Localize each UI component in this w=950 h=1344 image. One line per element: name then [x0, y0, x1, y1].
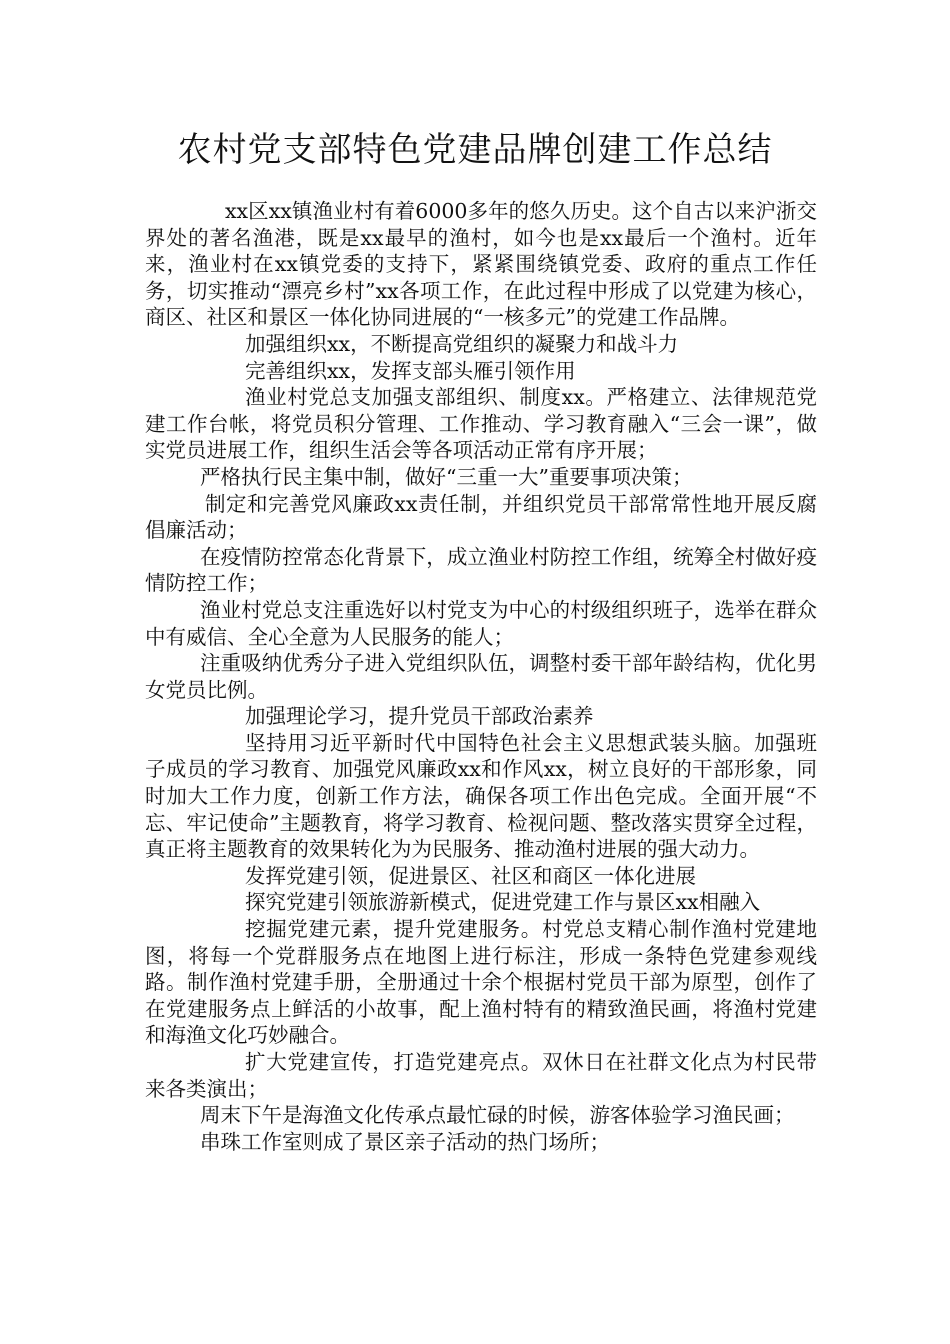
- body-paragraph: 周末下午是海渔文化传承点最忙碌的时候，游客体验学习渔民画；: [200, 1103, 795, 1128]
- body-paragraph: 制定和完善党风廉政xx责任制，并组织党员干部常常性地开展反腐倡廉活动；: [145, 491, 817, 543]
- subsection-heading: 完善组织xx，发挥支部头雁引领作用: [245, 358, 576, 383]
- body-paragraph: 挖掘党建元素，提升党建服务。村党总支精心制作渔村党建地图，将每一个党群服务点在地图上进行标注，形成一条特色党建参观线路。制作渔村党建手册，全册通过十余个根据村党员干部为原型，创作了在党建服务点上鲜活的小故事，配上渔村特有的精致渔民画，将渔村党建和海渔文化巧妙融合。: [145, 917, 817, 1048]
- section-heading: 加强组织xx，不断提高党组织的凝聚力和战斗力: [245, 331, 679, 356]
- body-paragraph: 渔业村党总支注重选好以村党支为中心的村级组织班子，选举在群众中有威信、全心全意为人民服务的能人；: [145, 597, 817, 649]
- body-paragraph: 扩大党建宣传，打造党建亮点。双休日在社群文化点为村民带来各类演出；: [145, 1050, 817, 1101]
- body-paragraph: 严格执行民主集中制，做好“三重一大”重要事项决策；: [200, 464, 693, 489]
- document-body: [145, 198, 817, 1155]
- section-heading: 发挥党建引领，促进景区、社区和商区一体化进展: [245, 863, 696, 888]
- body-paragraph: 渔业村党总支加强支部组织、制度xx。严格建立、法律规范党建工作台帐，将党员积分管理、工作推动、学习教育融入“三会一课”，做实党员进展工作，组织生活会等各项活动正常有序开展；: [145, 385, 817, 463]
- document-title: 农村党支部特色党建品牌创建工作总结: [177, 130, 773, 170]
- body-paragraph: 注重吸纳优秀分子进入党组织队伍，调整村委干部年龄结构，优化男女党员比例。: [145, 651, 817, 702]
- body-paragraph: 在疫情防控常态化背景下，成立渔业村防控工作组，统筹全村做好疫情防控工作；: [145, 544, 817, 596]
- body-paragraph: 坚持用习近平新时代中国特色社会主义思想武装头脑。加强班子成员的学习教育、加强党风廉政xx和作风xx，树立良好的干部形象，同时加大工作力度，创新工作方法，确保各项工作出色完成。全面开展“不忘、牢记使命”主题教育，将学习教育、检视问题、整改落实贯穿全过程，真正将主题教育的效果转化为为民服务、推动渔村进展的强大动力。: [145, 730, 817, 862]
- body-paragraph: 串珠工作室则成了景区亲子活动的热门场所；: [200, 1129, 610, 1154]
- intro-paragraph: xx区xx镇渔业村有着6000多年的悠久历史。这个自古以来沪浙交界处的著名渔港，既是xx最早的渔村，如今也是xx最后一个渔村。近年来，渔业村在xx镇党委的支持下，紧紧围绕镇党委、政府的重点工作任务，切实推动“漂亮乡村”xx各项工作，在此过程中形成了以党建为核心，商区、社区和景区一体化协同进展的“一核多元”的党建工作品牌。: [145, 199, 817, 330]
- subsection-heading: 探究党建引领旅游新模式，促进党建工作与景区xx相融入: [245, 890, 761, 915]
- subsection-heading: 加强理论学习，提升党员干部政治素养: [245, 704, 594, 729]
